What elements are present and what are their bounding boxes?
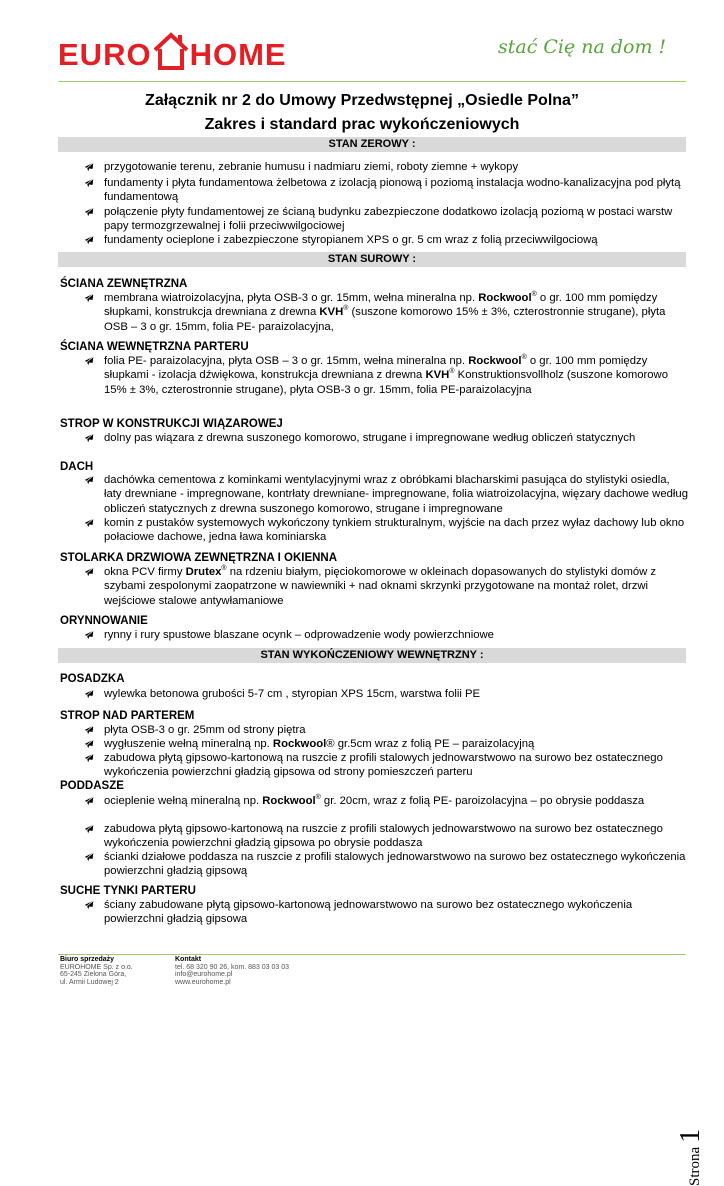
page-label-word: Strona	[687, 1146, 703, 1186]
section-stan-zerowy: STAN ZEROWY :	[58, 137, 686, 152]
plane-bullet-icon	[84, 207, 94, 217]
list-item-text: komin z pustaków systemowych wykończony tynkiem strukturalnym, wyjście na dach przez wyłaz dachowy lub okno połaciowe dachowe, jedna ława kominiarska	[104, 517, 685, 544]
section-stan-wykonczeniowy: STAN WYKOŃCZENIOWY WEWNĘTRZNY :	[58, 648, 686, 663]
heading-suche-tynki: SUCHE TYNKI PARTERU	[60, 885, 196, 897]
document-title: Załącznik nr 2 do Umowy Przedwstępnej „Osiedle Polna”	[145, 92, 579, 109]
footer-email[interactable]: info@eurohome.pl	[175, 971, 233, 979]
list-item-text: membrana wiatroizolacyjna, płyta OSB-3 o gr. 15mm, wełna mineralna np. Rockwool® o gr. 100 mm pomiędzy słupkami, konstrukcja drewniana z drewna KVH® (suszone komorowo 15% ± 3%, czterostronnie strugane), płyta OSB – 3 o gr. 15mm, folia PE- paraizolacyjna,	[104, 291, 666, 333]
heading-strop-wiazar: STROP W KONSTRUKCJI WIĄZAROWEJ	[60, 418, 283, 430]
eurohome-logo	[58, 32, 287, 70]
list-item-text: połączenie płyty fundamentowej ze ścianą budynku zabezpieczone dodatkowo izolacją poziomą w postaci warstw papy termozgrzewalnej i folii przeciwwilgociowej	[104, 206, 673, 233]
plane-bullet-icon	[84, 824, 94, 834]
page-number-label	[675, 1106, 707, 1186]
header-divider	[58, 81, 686, 82]
list-item-text: ścianki działowe poddasza na ruszcie z profili stalowych jednowarstwowo na surowo bez ostatecznego wykończenia powierzchni gładzią gipsową	[104, 851, 686, 878]
footer-city: 65-245 Zielona Góra,	[60, 971, 127, 979]
list-item-text: fundamenty ocieplone i zabezpieczone styropianem XPS o gr. 5 cm wraz z folią przeciwwilgociową	[104, 234, 598, 246]
footer-company: EUROHOME Sp. z o.o.	[60, 963, 133, 971]
page-number: 1	[675, 1128, 706, 1143]
list-item-text: wylewka betonowa grubości 5-7 cm , styropian XPS 15cm, warstwa folii PE	[104, 688, 481, 700]
list-item-text: zabudowa płytą gipsowo-kartonową na ruszcie z profili stalowych jednowarstwowo na surowo bez ostatecznego wykończenia powierzchni gładzią gipsowa od strony pomieszczeń parteru	[104, 752, 663, 779]
list-item-text: folia PE- paraizolacyjna, płyta OSB – 3 o gr. 15mm, wełna mineralna np. Rockwool® o gr. 100 mm pomiędzy słupkami - izolacja dźwiękowa, konstrukcja drewniana z drewna KVH® Konstruktionsvollholz (suszone komorowo 15% ± 3%, czterostronnie strugane), płyta OSB-3 o gr. 15mm, folia PE-paraizolacyjna	[104, 354, 668, 396]
plane-bullet-icon	[84, 689, 94, 699]
list-item-text: płyta OSB-3 o gr. 25mm od strony piętra	[104, 724, 306, 736]
heading-orynnowanie: ORYNNOWANIE	[60, 615, 148, 627]
house-icon	[153, 32, 189, 70]
plane-bullet-icon	[84, 739, 94, 749]
heading-sciana-zewnetrzna: ŚCIANA ZEWNĘTRZNA	[60, 278, 188, 290]
list-item-text: fundamenty i płyta fundamentowa żelbetowa z izolacją pionową i poziomą instalacja wodno-kanalizacyjna pod płytą fundamentową	[104, 177, 681, 204]
footer-contact-title: Kontakt	[175, 956, 202, 963]
plane-bullet-icon	[84, 900, 94, 910]
list-item-text: dolny pas wiązara z drewna suszonego komorowo, strugane i impregnowane według obliczeń statycznych	[104, 432, 636, 444]
logo-text-home: HOME	[189, 37, 287, 72]
footer-website[interactable]: www.eurohome.pl	[175, 978, 231, 986]
list-item-text: okna PCV firmy Drutex® na rdzeniu białym, pięciokomorowe w okleinach dopasowanych do stylistyki domów z szybami zespolonymi zaopatrzone w nawiewniki + nad oknami skrzynki przygotowane na montaż rolet, drzwi wejściowe stalowe antywłamaniowe	[104, 565, 657, 607]
heading-dach: DACH	[60, 461, 94, 473]
list-item-text: wygłuszenie wełną mineralną np. Rockwool® gr.5cm wraz z folią PE – paraizolacyjną	[104, 738, 535, 750]
footer-contact	[175, 956, 289, 986]
plane-bullet-icon	[84, 725, 94, 735]
plane-bullet-icon	[84, 235, 94, 245]
list-item-text: rynny i rury spustowe blaszane ocynk – odprowadzenie wody powierzchniowe	[104, 629, 494, 641]
list-item-text: ocieplenie wełną mineralną np. Rockwool® gr. 20cm, wraz z folią PE- paroizolacyjna – po obrysie poddasza	[104, 794, 645, 807]
heading-sciana-wewnetrzna: ŚCIANA WEWNĘTRZNA PARTERU	[60, 341, 249, 353]
plane-bullet-icon	[84, 356, 94, 366]
plane-bullet-icon	[84, 796, 94, 806]
footer-street: ul. Armii Ludowej 2	[60, 978, 119, 986]
footer-sales-title: Biuro sprzedaży	[60, 956, 115, 963]
heading-poddasze: PODDASZE	[60, 780, 124, 792]
document-subtitle: Zakres i standard prac wykończeniowych	[204, 116, 520, 133]
footer-sales-office	[60, 956, 133, 986]
footer-phone: tel. 68 320 90 26, kom. 883 03 03 03	[175, 963, 290, 971]
list-item-text: zabudowa płytą gipsowo-kartonową na ruszcie z profili stalowych jednowarstwowo na surowo bez ostatecznego wykończenia powierzchni gładzią gipsowa po obrysie poddasza	[104, 823, 663, 850]
heading-stolarka: STOLARKA DRZWIOWA ZEWNĘTRZNA I OKIENNA	[60, 552, 338, 564]
plane-bullet-icon	[84, 630, 94, 640]
plane-bullet-icon	[84, 518, 94, 528]
plane-bullet-icon	[84, 852, 94, 862]
plane-bullet-icon	[84, 753, 94, 763]
list-item-text: dachówka cementowa z kominkami wentylacyjnymi wraz z obróbkami blacharskimi pasująca do stylistyki osiedla, łaty drewniane - impregnowane, kontrłaty drewniane- impregnowane, folia wiatroizolacyjna, więzary dachowe według obliczeń statycznych z drewna suszonego komorowo, strugane i impregnowane	[104, 474, 688, 515]
plane-bullet-icon	[84, 475, 94, 485]
heading-posadzka: POSADZKA	[60, 673, 125, 685]
section-stan-surowy: STAN SUROWY :	[58, 252, 686, 267]
plane-bullet-icon	[84, 293, 94, 303]
heading-strop-nad-parterem: STROP NAD PARTEREM	[60, 710, 195, 722]
plane-bullet-icon	[84, 567, 94, 577]
plane-bullet-icon	[84, 433, 94, 443]
list-item-text: ściany zabudowane płytą gipsowo-kartonową jednowarstwowo na surowo bez ostatecznego wykończenia powierzchni gładzią gipsowa	[104, 899, 633, 926]
slogan: stać Cię na dom !	[498, 36, 667, 58]
footer-divider	[58, 954, 686, 955]
plane-bullet-icon	[84, 178, 94, 188]
logo-text-euro: EURO	[58, 37, 152, 72]
plane-bullet-icon	[84, 162, 94, 172]
list-item-text: przygotowanie terenu, zebranie humusu i nadmiaru ziemi, roboty ziemne + wykopy	[104, 161, 519, 173]
